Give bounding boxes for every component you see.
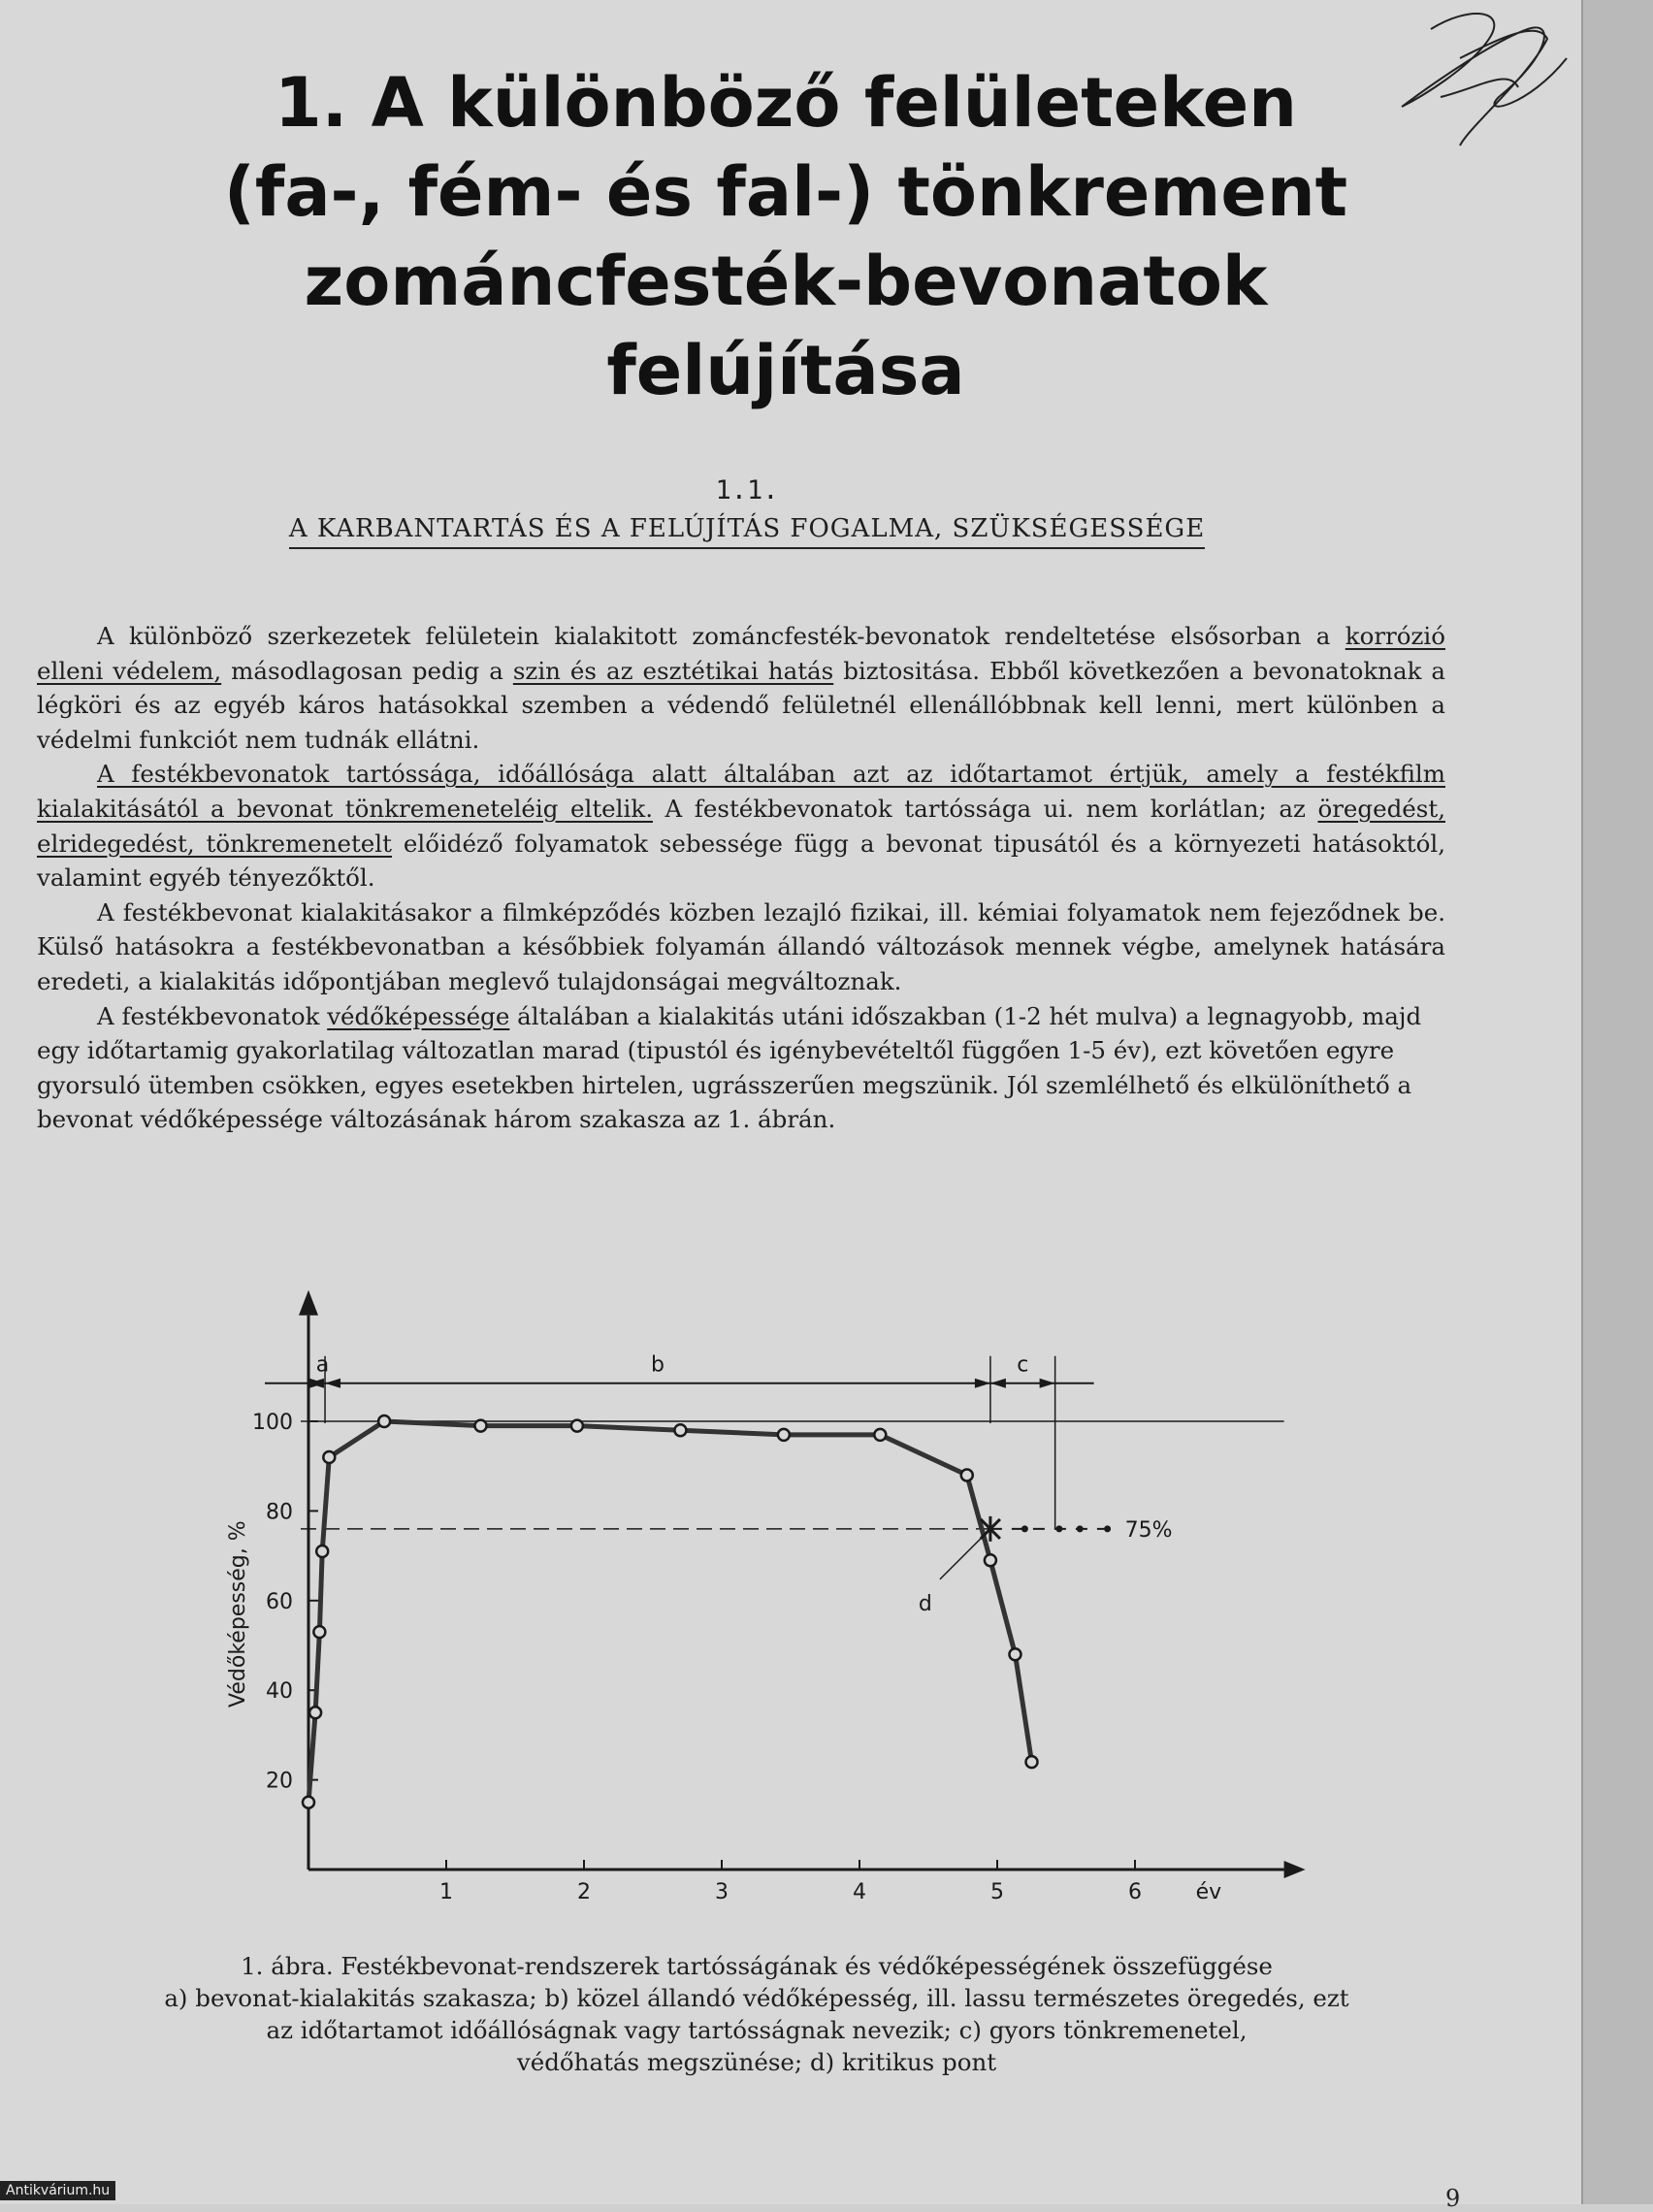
p1-text-b: másodlagosan pedig a [221, 656, 513, 685]
title-line-1: 1. A különböző felületeken [274, 63, 1298, 143]
x-tick-label-6: 6 [1128, 1880, 1142, 1904]
page-number: 9 [1445, 2185, 1461, 2212]
p2-text-b: előidéző folyamatok sebessége függ a bevonat tipusától és a környezeti hatásoktól, valamint egyéb tényezőktől. [37, 829, 1445, 893]
section-title-text: A KARBANTARTÁS ÉS A FELÚJÍTÁS FOGALMA, SZÜKSÉGESSÉGE [289, 514, 1205, 549]
y-tick-label-40: 40 [266, 1679, 293, 1705]
p1-underline-1: korrózió elleni védelem, [37, 622, 1445, 685]
title-line-4: felújítása [606, 331, 965, 410]
x-tick-label-3: 3 [715, 1880, 729, 1904]
x-tick-label-5: 5 [990, 1880, 1004, 1904]
caption-line-1: 1. ábra. Festékbevonat-rendszerek tartósságának és védőképességének összefüggése [241, 1952, 1273, 1980]
caption-line-3: az időtartamot időállóságnak vagy tartósságnak nevezik; c) gyors tönkremenetel, [266, 2016, 1248, 2044]
title-line-2: (fa-, fém- és fal-) tönkrement [223, 152, 1348, 232]
caption-line-2: a) bevonat-kialakitás szakasza; b) közel állandó védőképesség, ill. lassu természetes öregedés, ezt [164, 1984, 1349, 2012]
p4-underline-1: védőképessége [327, 1001, 510, 1030]
paragraph-1 [37, 619, 1445, 757]
x-axis-label: év [1195, 1880, 1222, 1904]
p2-text-a: A festékbevonatok tartóssága ui. nem korlátlan; az [652, 794, 1318, 823]
critical-point-label: d [918, 1591, 932, 1616]
phase-label-c: c [1017, 1352, 1029, 1378]
chapter-title [136, 58, 1436, 415]
x-tick-label-4: 4 [853, 1880, 866, 1904]
p1-text-a: A különböző szerkezetek felületein kialakitott zománcfesték-bevonatok rendeltetése elsősorban a [97, 622, 1345, 650]
figure-caption [29, 1950, 1484, 2078]
paragraph-2 [37, 757, 1445, 895]
phase-label-b: b [650, 1352, 664, 1378]
title-line-3: zománcfesték-bevonatok [304, 242, 1268, 321]
p2-underline-2: öregedést, elridegedést, tönkremenetelt [37, 794, 1445, 858]
threshold-label: 75% [1124, 1517, 1173, 1543]
section-number: 1.1. [715, 475, 779, 505]
section-title [0, 514, 1494, 543]
p4-text-b: általában a kialakitás utáni időszakban (1-2 hét mulva) a legnagyobb, majd egy időtartamig gyakorlatilag változatlan marad (tipustól és igénybevételtől függően 1-5 év), ezt követően egyre gyorsuló ütemben csökken, egyes esetekben hirtelen, ugrásszerűen megszünik. Jól szemlélhető és elkülöníthető a bevonat védőképessége változásának három szakasza az 1. ábrán. [37, 1001, 1422, 1134]
y-tick-label-80: 80 [266, 1500, 293, 1525]
y-axis-label: Védőképesség, % [226, 1520, 250, 1708]
phase-label-a: a [315, 1352, 330, 1378]
y-tick-label-60: 60 [266, 1589, 293, 1614]
y-tick-label-100: 100 [252, 1411, 293, 1435]
p4-text-a: A festékbevonatok [97, 1001, 328, 1030]
caption-line-4: védőhatás megszünése; d) kritikus pont [516, 2048, 997, 2076]
paragraph-4 [37, 999, 1445, 1137]
body-text [37, 619, 1445, 1137]
y-tick-label-20: 20 [266, 1769, 293, 1794]
p1-text-c: biztositása. Ebből következően a bevonatoknak a légköri és az egyéb káros hatásokkal szemben a védendő felületnél ellenállóbbnak kell lenni, mert különben a védelmi funkciót nem tudnák ellátni. [37, 656, 1446, 754]
page-edge [1581, 0, 1653, 2204]
x-tick-label-1: 1 [439, 1880, 453, 1904]
paragraph-3: A festékbevonat kialakitásakor a filmképződés közben lezajló fizikai, ill. kémiai folyamatok nem fejeződnek be. Külső hatásokra a festékbevonatban a későbbiek folyamán állandó változások mennek végbe, amelynek hatására eredeti, a kialakitás időpontjában meglevő tulajdonságai megváltoznak. [37, 897, 1445, 995]
p2-underline-1: A festékbevonatok tartóssága, időállósága alatt általában azt az időtartamot értjük, amely a festékfilm kialakitásától a bevonat tönkremeneteléig eltelik. [37, 760, 1445, 823]
p1-underline-2: szin és az esztétikai hatás [512, 656, 834, 685]
x-tick-label-2: 2 [577, 1880, 591, 1904]
watermark: Antikvárium.hu [0, 2181, 115, 2200]
